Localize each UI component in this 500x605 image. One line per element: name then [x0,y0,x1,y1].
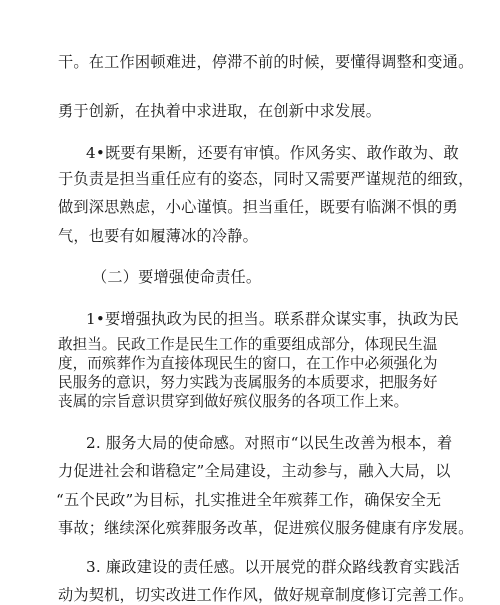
text-line-18: 动为契机，切实改进工作作风，做好规章制度修订完善工作。 [58,586,474,604]
text-line-3: 4•既要有果断，还要有审慎。作风务实、敢作敢为、敢 [86,144,459,162]
text-line-12: 丧属的宗旨意识贯穿到做好殡仪服务的各项工作上来。 [58,393,409,410]
text-line-11: 民服务的意识，努力实践为丧属服务的本质要求，把服务好 [58,374,438,391]
text-line-16: 事故；继续深化殡葬服务改革，促进殡仪服务健康有序发展。 [58,519,474,537]
text-line-9: 敢担当。民政工作是民生工作的重要组成部分，体现民生温 [58,336,438,353]
text-line-13: 2. 服务大局的使命感。对照市“以民生改善为根本，着 [86,434,453,452]
text-line-17: 3. 廉政建设的责任感。以开展党的群众路线教育实践活 [86,558,460,576]
text-line-1: 干。在工作困顿难进，停滞不前的时候，要懂得调整和变通。 [58,53,474,71]
text-line-2: 勇于创新，在执着中求进取，在创新中求发展。 [58,102,382,120]
text-line-15: “五个民政”为目标，扎实推进全年殡葬工作，确保安全无 [56,491,442,509]
section-heading: （二）要增强使命责任。 [92,268,262,286]
text-line-5: 做到深思熟虑，小心谨慎。担当重任，既要有临渊不惧的勇 [58,198,459,216]
text-line-8: 1•要增强执政为民的担当。联系群众谋实事，执政为民 [86,310,459,328]
text-line-10: 度，而殡葬作为直接体现民生的窗口，在工作中必须强化为 [58,355,438,372]
text-line-14: 力促进社会和谐稳定”全局建设，主动参与，融入大局，以 [58,462,451,480]
text-line-4: 于负责是担当重任应有的姿态，同时又需要严谨规范的细致， [58,170,474,188]
text-line-6: 气，也要有如履薄冰的冷静。 [58,227,259,245]
